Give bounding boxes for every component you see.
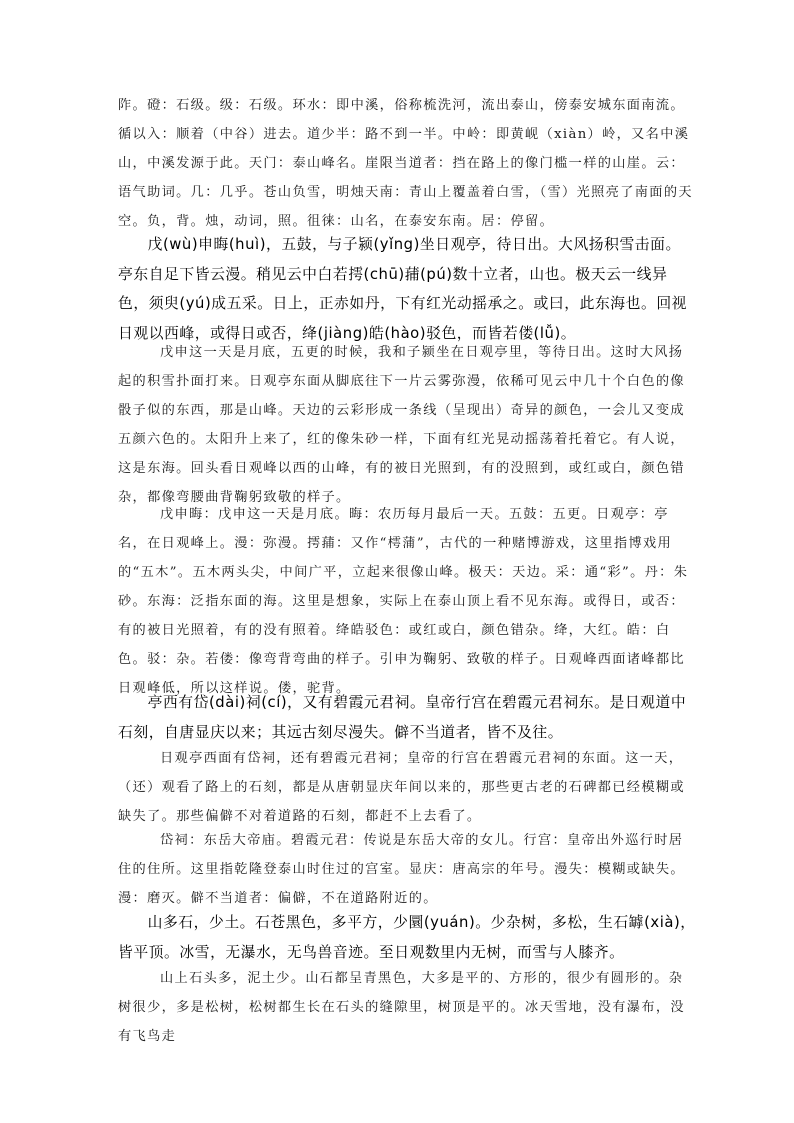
- annotation-paragraph-3: 岱祠：东岳大帝庙。碧霞元君：传说是东岳大帝的女儿。行宫：皇帝出外巡行时居住的住所。这里指乾隆登泰山时住过的宫室。显庆：唐高宗的年号。漫失：模糊或缺失。漫：磨灭。僻不当道者：偏僻，不在道路附近的。: [118, 833, 685, 906]
- original-text-paragraph-1: 戊(wù)申晦(huì)，五鼓，与子颍(yǐng)坐日观亭，待日出。大风扬积雪击面。亭东自足下皆云漫。稍见云中白若摴(chū)蒱(pú)数十立者，山也。极天云一线异色，须臾(yú)成五采。日上，正赤如丹，下有红光动摇承之。或曰，此东海也。回视日观以西峰，或得日或否，绛(jiàng)皓(hào)驳色，而皆若偻(lǚ)。: [118, 236, 688, 342]
- translation-paragraph-2: 日观亭西面有岱祠，还有碧霞元君祠；皇帝的行宫在碧霞元君祠的东面。这一天，（还）观看了路上的石刻，都是从唐朝显庆年间以来的，那些更古老的石碑都已经模糊或缺失了。那些偏僻不对着道路的石刻，都赶不上去看了。: [118, 751, 685, 824]
- original-text-paragraph-3: 山多石，少土。石苍黑色，多平方，少圜(yuán)。少杂树，多松，生石罅(xià)，皆平顶。冰雪，无瀑水，无鸟兽音迹。至日观数里内无树，而雪与人膝齐。: [118, 914, 696, 961]
- annotation-paragraph-2: 戊申晦：戊申这一天是月底。晦：农历每月最后一天。五鼓：五更。日观亭：亭名，在日观峰上。漫：弥漫。摴蒱：又作“樗蒲”，古代的一种赌博游戏，这里指博戏用的“五木”。五木两头尖，中间广平，立起来很像山峰。极天：天边。采：通“彩”。丹：朱砂。东海：泛指东面的海。这里是想象，实际上在泰山顶上看不见东海。或得日，或否：有的被日光照着，有的没有照着。绛皓驳色：或红或白，颜色错杂。绛，大红。皓：白色。驳：杂。若偻：像弯背弯曲的样子。引申为鞠躬、致敬的样子。日观峰西面诸峰都比日观峰低，所以这样说。偻，驼背。: [118, 507, 689, 696]
- translation-paragraph-1: 戊申这一天是月底，五更的时候，我和子颍坐在日观亭里，等待日出。这时大风扬起的积雪扑面打来。日观亭东面从脚底往下一片云雾弥漫，依稀可见云中几十个白色的像骰子似的东西，那是山峰。天边的云彩形成一条线（呈现出）奇异的颜色，一会儿又变成五颜六色的。太阳升上来了，红的像朱砂一样，下面有红光晃动摇荡着托着它。有人说，这是东海。回头看日观峰以西的山峰，有的被日光照到，有的没照到，或红或白，颜色错杂，都像弯腰曲背鞠躬致敬的样子。: [118, 345, 685, 505]
- translation-paragraph-3: 山上石头多，泥土少。山石都呈青黑色，大多是平的、方形的，很少有圆形的。杂树很少，多是松树，松树都生长在石头的缝隙里，树顶是平的。冰天雪地，没有瀑布，没有飞鸟走: [118, 971, 685, 1044]
- original-text-paragraph-2: 亭西有岱(dài)祠(cí)，又有碧霞元君祠。皇帝行宫在碧霞元君祠东。是日观道中石刻，自唐显庆以来；其远古刻尽漫失。僻不当道者，皆不及往。: [118, 694, 687, 741]
- annotation-paragraph-1: 阼。磴：石级。级：石级。环水：即中溪，俗称梳洗河，流出泰山，傍泰安城东面南流。循以入：顺着（中谷）进去。道少半：路不到一半。中岭：即黄岘（xiàn）岭，又名中溪山，中溪发源于此。天门：泰山峰名。崖限当道者：挡在路上的像门槛一样的山崖。云：语气助词。几：几乎。苍山负雪，明烛天南：青山上覆盖着白雪，（雪）光照亮了南面的天空。负，背。烛，动词，照。徂徕：山名，在泰安东南。居：停留。: [118, 98, 693, 229]
